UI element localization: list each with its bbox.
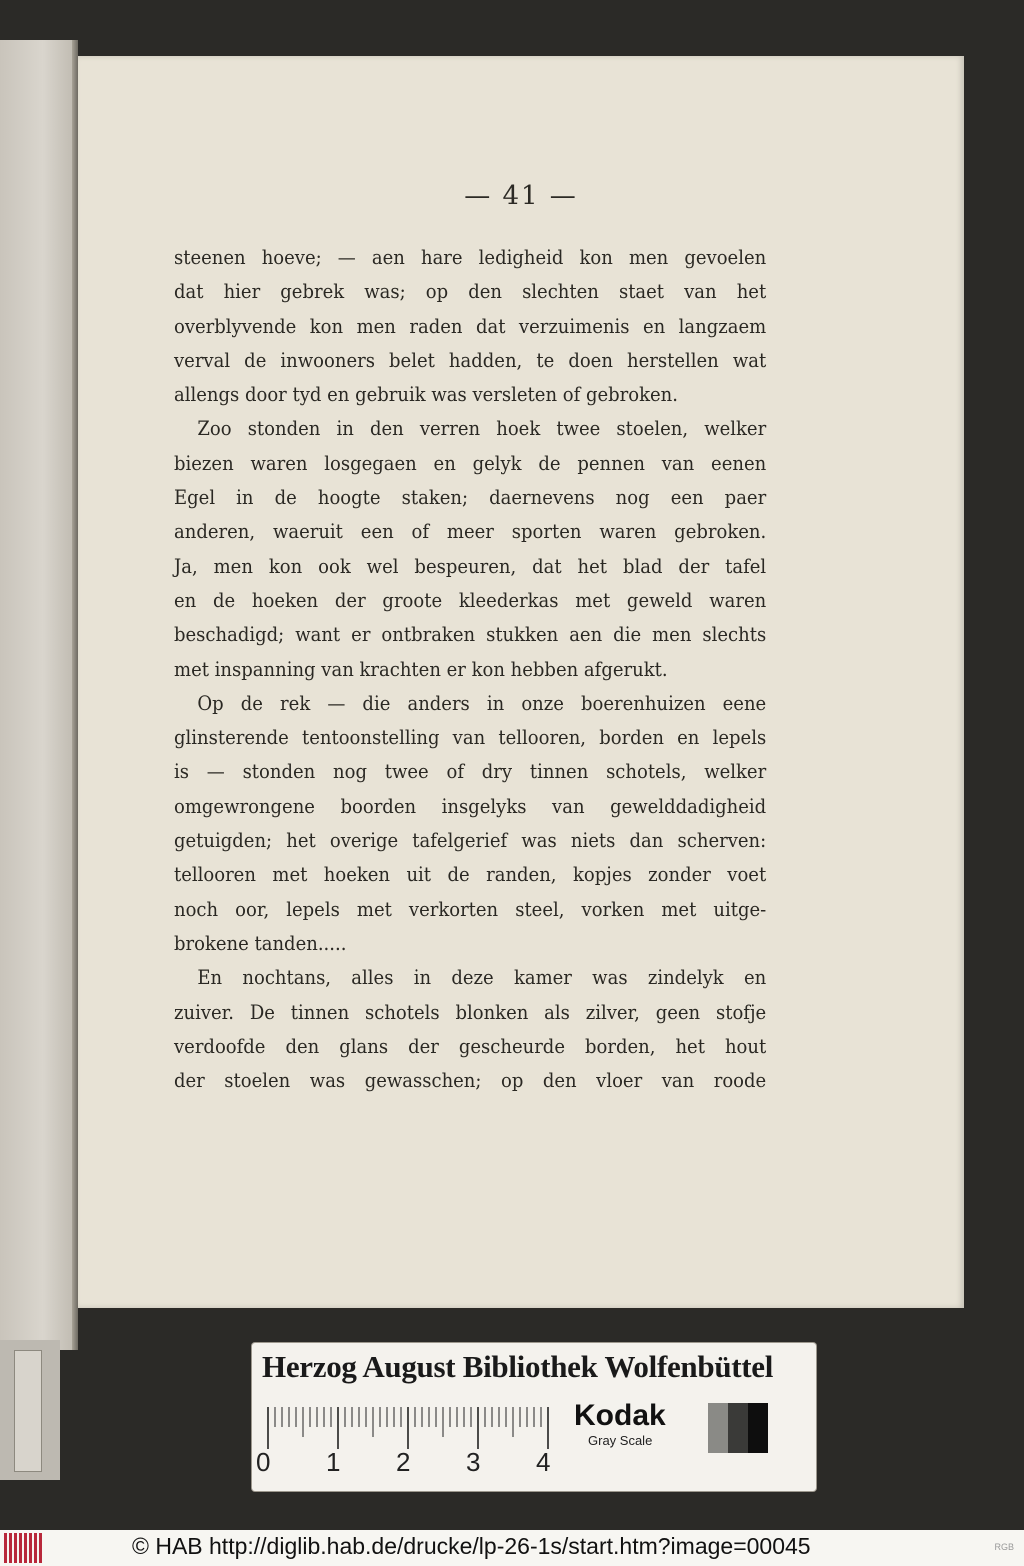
kodak-logo: Kodak bbox=[574, 1399, 666, 1432]
library-title: Herzog August Bibliothek Wolfenbüttel bbox=[262, 1349, 774, 1384]
text-line: verval de inwooners belet hadden, te doen herstellen wat bbox=[174, 347, 767, 372]
footer-copyright-link[interactable]: © HAB http://diglib.hab.de/drucke/lp-26-1s/start.htm?image=00045 bbox=[132, 1533, 811, 1559]
page-number: — 41 — bbox=[464, 181, 578, 211]
gray-scale-label: Gray Scale bbox=[588, 1433, 653, 1448]
text-line: beschadigd; want er ontbraken stukken aen die men slechts bbox=[174, 622, 767, 647]
text-line: Op de rek — die anders in onze boerenhuizen eene bbox=[197, 690, 767, 715]
text-line: zuiver. De tinnen schotels blonken als zilver, geen stofje bbox=[174, 999, 767, 1024]
ruler-scale bbox=[266, 1405, 556, 1451]
text-line: biezen waren losgegaen en gelyk de pennen van eenen bbox=[174, 450, 767, 475]
ruler-number: 1 bbox=[326, 1447, 341, 1477]
swatch-mid-gray bbox=[708, 1403, 728, 1453]
gray-scale-swatches bbox=[688, 1403, 768, 1453]
text-line: Zoo stonden in den verren hoek twee stoelen, welker bbox=[197, 416, 767, 441]
text-line: steenen hoeve; — aen hare ledigheid kon men gevoelen bbox=[174, 245, 767, 269]
swatch-white bbox=[688, 1403, 708, 1453]
ruler-labels bbox=[256, 1447, 556, 1477]
text-line: met inspanning van krachten er kon hebben afgerukt. bbox=[174, 656, 668, 681]
text-line: anderen, waeruit een of meer sporten waren gebroken. bbox=[174, 519, 767, 544]
ruler-number: 0 bbox=[256, 1447, 271, 1477]
text-line: getuigden; het overige tafelgerief was niets dan scherven: bbox=[174, 828, 767, 853]
spine-label bbox=[14, 1350, 42, 1472]
hab-logo-icon bbox=[4, 1533, 44, 1563]
text-line: brokene tanden..... bbox=[174, 930, 347, 955]
swatch-dark-gray bbox=[728, 1403, 748, 1453]
text-line: allengs door tyd en gebruik was versleten of gebroken. bbox=[174, 382, 678, 407]
text-line: overblyvende kon men raden dat verzuimenis en langzaem bbox=[174, 313, 767, 338]
text-line: is — stonden nog twee of dry tinnen schotels, welker bbox=[174, 759, 767, 784]
footer-bar bbox=[0, 1530, 1024, 1566]
text-line: glinsterende tentoonstelling van tellooren, borden en lepels bbox=[174, 725, 767, 750]
library-color-card bbox=[252, 1343, 816, 1491]
swatch-black bbox=[748, 1403, 768, 1453]
text-line: dat hier gebrek was; op den slechten staet van het bbox=[174, 279, 767, 304]
previous-page-edge bbox=[0, 40, 78, 1350]
text-line: Egel in de hoogte staken; daernevens nog een paer bbox=[174, 485, 767, 510]
text-line: En nochtans, alles in deze kamer was zindelyk en bbox=[197, 965, 767, 990]
text-line: tellooren met hoeken uit de randen, kopjes zonder voet bbox=[174, 862, 767, 887]
ruler-number: 4 bbox=[536, 1447, 551, 1477]
book-spine-strip bbox=[0, 1340, 60, 1480]
text-line: omgewrongene boorden insgelyks van gewelddadigheid bbox=[174, 793, 767, 818]
footer-mark: RGB bbox=[994, 1542, 1014, 1552]
text-line: verdoofde den glans der gescheurde borden, het hout bbox=[174, 1033, 767, 1058]
page-text bbox=[174, 240, 767, 1097]
text-line: en de hoeken der groote kleederkas met geweld waren bbox=[174, 587, 767, 612]
text-line: Ja, men kon ook wel bespeuren, dat het blad der tafel bbox=[174, 553, 767, 578]
ruler-number: 3 bbox=[466, 1447, 481, 1477]
text-line: der stoelen was gewasschen; op den vloer van roode bbox=[174, 1068, 767, 1093]
ruler-number: 2 bbox=[396, 1447, 411, 1477]
book-page bbox=[78, 56, 964, 1308]
text-line: noch oor, lepels met verkorten steel, vorken met uitge- bbox=[174, 896, 767, 921]
